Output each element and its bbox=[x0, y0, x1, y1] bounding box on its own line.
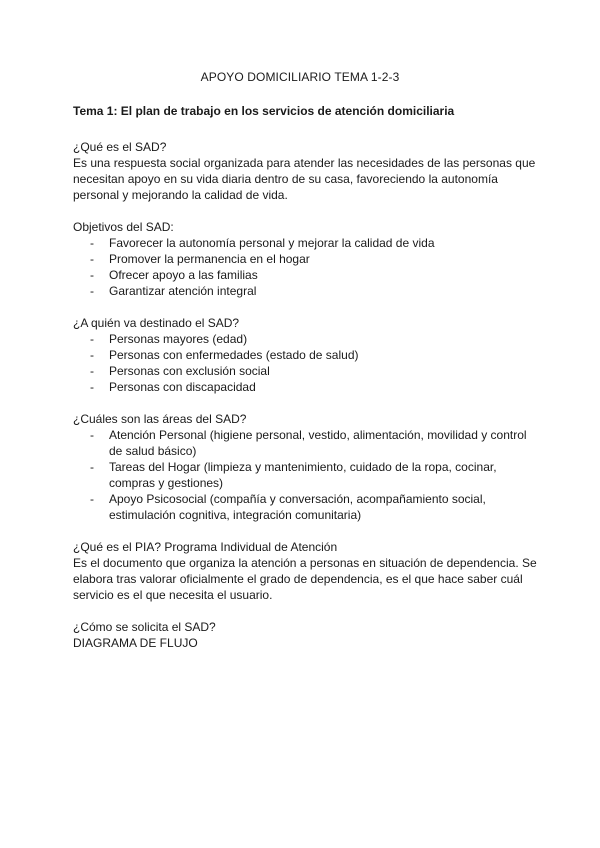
section-paragraph: Es una respuesta social organizada para atender las necesidades de las personas que necesitan apoyo en su vida diaria dentro de su casa, favoreciendo la autonomía personal y mejorando la calidad de vida. bbox=[73, 156, 536, 202]
list-item: - Ofrecer apoyo a las familias bbox=[73, 267, 543, 283]
section-how-to-apply bbox=[73, 619, 543, 651]
list-item: - Personas mayores (edad) bbox=[73, 331, 543, 347]
flow-diagram-label: DIAGRAMA DE FLUJO bbox=[73, 636, 198, 650]
areas-list bbox=[73, 427, 543, 523]
section-question: ¿Qué es el SAD? bbox=[73, 140, 167, 154]
section-objectives bbox=[73, 219, 543, 299]
list-item: - Apoyo Psicosocial (compañía y conversación, acompañamiento social, estimulación cognitiva, integración comunitaria) bbox=[73, 491, 543, 523]
section-what-is-sad bbox=[73, 139, 543, 203]
document-title: APOYO DOMICILIARIO TEMA 1-2-3 bbox=[200, 70, 400, 84]
list-item: - Personas con discapacidad bbox=[73, 379, 543, 395]
section-target-audience bbox=[73, 315, 543, 395]
section-question: Objetivos del SAD: bbox=[73, 220, 174, 234]
topic-heading: Tema 1: El plan de trabajo en los servicios de atención domiciliaria bbox=[73, 104, 455, 118]
list-item: - Garantizar atención integral bbox=[73, 283, 543, 299]
section-areas bbox=[73, 411, 543, 523]
list-item: - Personas con enfermedades (estado de salud) bbox=[73, 347, 543, 363]
list-item: - Tareas del Hogar (limpieza y mantenimiento, cuidado de la ropa, cocinar, compras y gestiones) bbox=[73, 459, 543, 491]
list-item: - Personas con exclusión social bbox=[73, 363, 543, 379]
section-question: ¿Cómo se solicita el SAD? bbox=[73, 620, 216, 634]
document-body bbox=[73, 103, 543, 667]
section-question: ¿A quién va destinado el SAD? bbox=[73, 316, 240, 330]
list-item: - Favorecer la autonomía personal y mejorar la calidad de vida bbox=[73, 235, 543, 251]
section-question: ¿Cuáles son las áreas del SAD? bbox=[73, 412, 247, 426]
objectives-list bbox=[73, 235, 543, 299]
section-question: ¿Qué es el PIA? Programa Individual de Atención bbox=[73, 540, 338, 554]
audience-list bbox=[73, 331, 543, 395]
section-pia bbox=[73, 539, 543, 603]
section-paragraph: Es el documento que organiza la atención a personas en situación de dependencia. Se elabora tras valorar oficialmente el grado de dependencia, es el que hace saber cuál servicio es el que necesita el usuario. bbox=[73, 556, 537, 602]
list-item: - Promover la permanencia en el hogar bbox=[73, 251, 543, 267]
list-item: - Atención Personal (higiene personal, vestido, alimentación, movilidad y control de salud básico) bbox=[73, 427, 543, 459]
